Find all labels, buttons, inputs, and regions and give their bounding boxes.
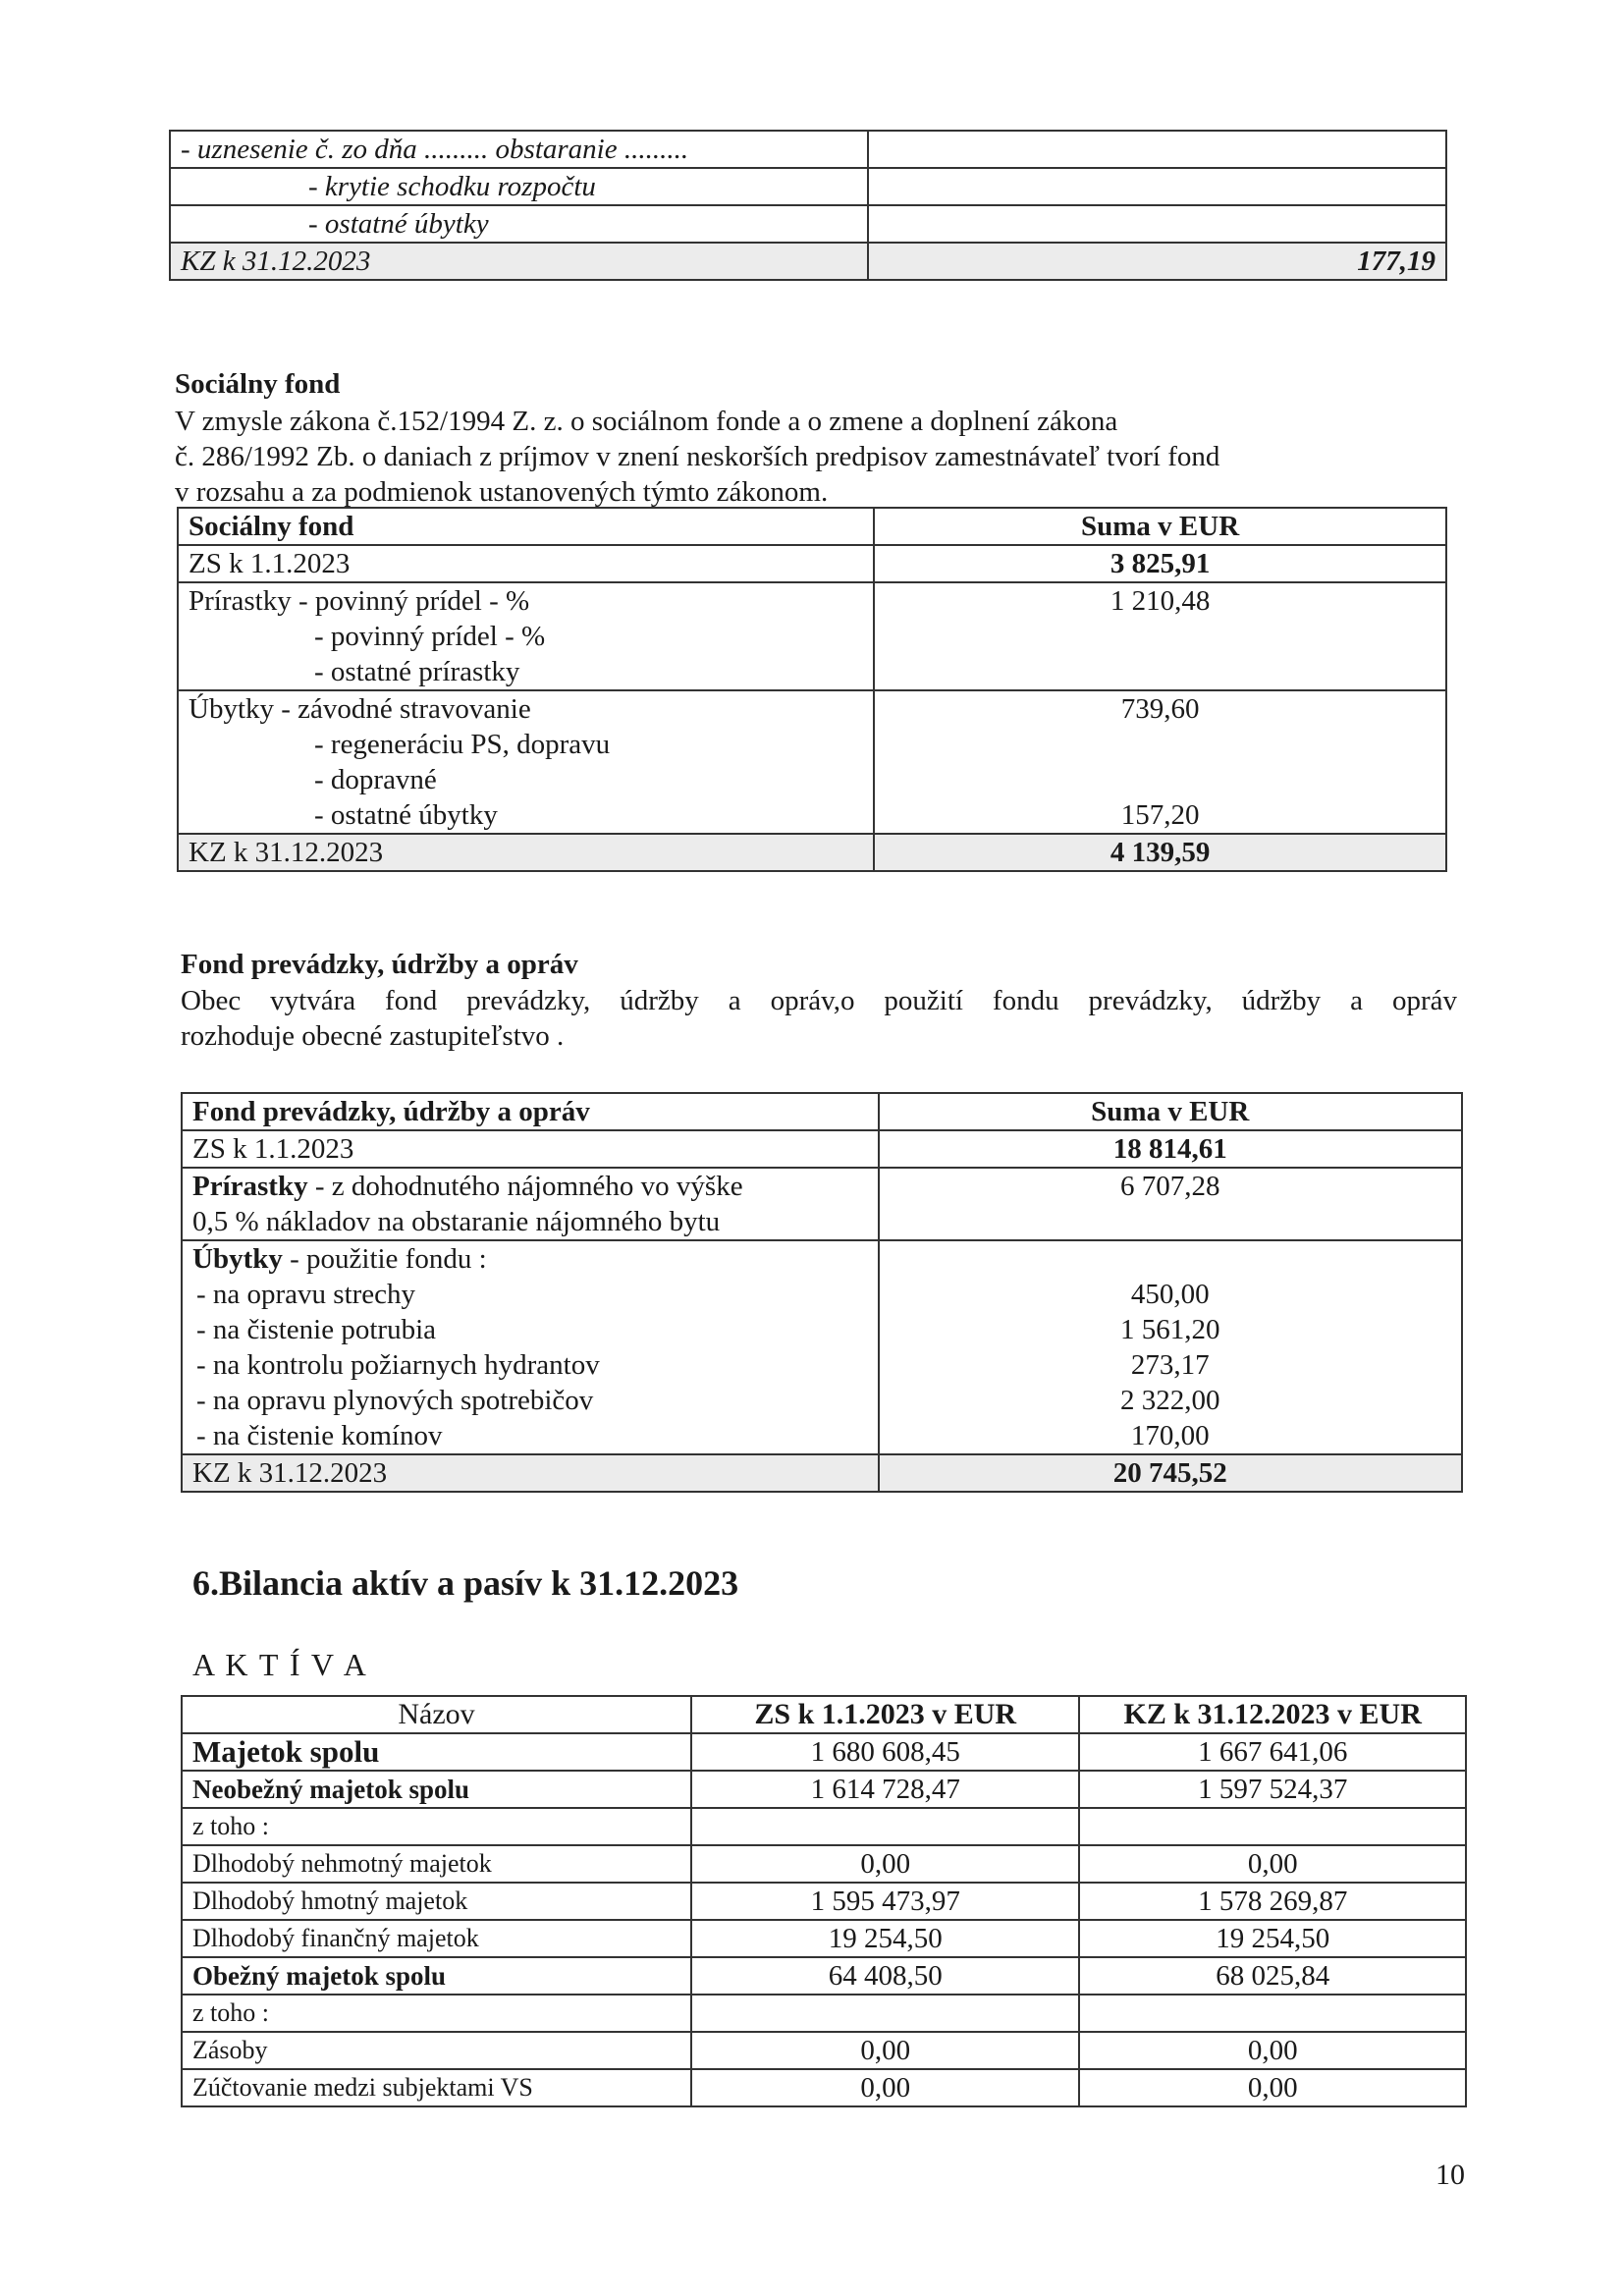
table-row [178, 690, 1446, 727]
paragraph-line: Obec vytvára fond prevádzky, údržby a opráv,o použití fondu prevádzky, údržby a opráv [181, 985, 1457, 1016]
row-kz: 0,00 [1079, 1845, 1466, 1883]
table-row [182, 1771, 1466, 1808]
row-kz: 0,00 [1079, 2032, 1466, 2069]
table-row [170, 168, 1446, 205]
row-zs: 1 680 608,45 [691, 1733, 1079, 1771]
row-value [874, 727, 1446, 762]
table-header [178, 508, 1446, 545]
row-label: - ostatné úbytky [178, 797, 874, 834]
table-header [182, 1093, 1462, 1130]
row-name: Zúčtovanie medzi subjektami VS [182, 2069, 691, 2106]
deductions-lead: Úbytky [192, 1243, 283, 1275]
table-row [178, 654, 1446, 690]
table-row [182, 1130, 1462, 1168]
deduction-item-label: - na čistenie potrubia [196, 1314, 436, 1345]
row-kz [1079, 1808, 1466, 1845]
row-label: Prírastky - povinný prídel - % [178, 582, 874, 619]
table-row [182, 1845, 1466, 1883]
header-value: Suma v EUR [879, 1093, 1462, 1130]
row-zs: 1 595 473,97 [691, 1883, 1079, 1920]
additions-text-2: 0,5 % nákladov na obstaranie nájomného bytu [192, 1206, 721, 1237]
deductions-cell [182, 1240, 879, 1454]
row-zs: 1 614 728,47 [691, 1771, 1079, 1808]
section-title: 6.Bilancia aktív a pasív k 31.12.2023 [192, 1563, 739, 1603]
row-kz [1079, 1995, 1466, 2032]
row-label: - krytie schodku rozpočtu [170, 168, 868, 205]
row-kz: 1 667 641,06 [1079, 1733, 1466, 1771]
row-value: 18 814,61 [879, 1130, 1462, 1168]
additions-text: - z dohodnutého nájomného vo výške [307, 1171, 743, 1202]
row-value [868, 131, 1446, 168]
header-label: Fond prevádzky, údržby a opráv [182, 1093, 879, 1130]
col-header-name: Názov [182, 1696, 691, 1733]
row-label: KZ k 31.12.2023 [170, 243, 868, 280]
row-label: KZ k 31.12.2023 [182, 1454, 879, 1492]
row-name: Obežný majetok spolu [182, 1957, 691, 1995]
row-name: Dlhodobý nehmotný majetok [182, 1845, 691, 1883]
deduction-item-value: 2 322,00 [1120, 1385, 1220, 1416]
table-row [178, 762, 1446, 797]
row-kz: 68 025,84 [1079, 1957, 1466, 1995]
row-value: 157,20 [874, 797, 1446, 834]
additions-cell [182, 1168, 879, 1240]
row-name: z toho : [182, 1995, 691, 2032]
row-name: Zásoby [182, 2032, 691, 2069]
row-zs: 0,00 [691, 2069, 1079, 2106]
table-row [178, 619, 1446, 654]
row-name: Neobežný majetok spolu [182, 1771, 691, 1808]
table-row [182, 1240, 1462, 1454]
deduction-item-label: - na opravu plynových spotrebičov [196, 1385, 594, 1416]
row-name: Dlhodobý hmotný majetok [182, 1883, 691, 1920]
table-row [182, 1733, 1466, 1771]
section-heading: Sociálny fond [175, 368, 341, 400]
row-label: - uznesenie č. zo dňa ......... obstaranie ......... [170, 131, 868, 168]
section-heading: Fond prevádzky, údržby a opráv [181, 949, 578, 980]
table-row [170, 131, 1446, 168]
table-row [182, 2032, 1466, 2069]
paragraph-line: č. 286/1992 Zb. o daniach z príjmov v znení neskorších predpisov zamestnávateľ tvorí fond [175, 441, 1220, 472]
table-row [182, 1883, 1466, 1920]
row-label: - ostatné prírastky [178, 654, 874, 690]
row-label: Úbytky - závodné stravovanie [178, 690, 874, 727]
row-value: 739,60 [874, 690, 1446, 727]
deduction-item-label: - na čistenie komínov [196, 1420, 443, 1451]
table-row [182, 1920, 1466, 1957]
row-kz: 0,00 [1079, 2069, 1466, 2106]
col-header-zs: ZS k 1.1.2023 v EUR [691, 1696, 1079, 1733]
row-label: ZS k 1.1.2023 [182, 1130, 879, 1168]
row-label: - povinný prídel - % [178, 619, 874, 654]
row-value [874, 762, 1446, 797]
col-header-kz: KZ k 31.12.2023 v EUR [1079, 1696, 1466, 1733]
row-zs [691, 1995, 1079, 2032]
paragraph-line: rozhoduje obecné zastupiteľstvo . [181, 1020, 565, 1052]
row-name: Majetok spolu [182, 1733, 691, 1771]
row-zs: 64 408,50 [691, 1957, 1079, 1995]
table-row [178, 582, 1446, 619]
row-name: Dlhodobý finančný majetok [182, 1920, 691, 1957]
row-label: KZ k 31.12.2023 [178, 834, 874, 871]
page-number: 10 [1435, 2159, 1465, 2191]
deduction-item-label: - na opravu strechy [196, 1279, 416, 1310]
table-row [182, 2069, 1466, 2106]
row-value: 4 139,59 [874, 834, 1446, 871]
section-subtitle: A K T Í V A [192, 1647, 368, 1682]
top-table [169, 130, 1447, 281]
row-kz: 1 578 269,87 [1079, 1883, 1466, 1920]
row-value: 6 707,28 [879, 1168, 1462, 1240]
deduction-item-value: 273,17 [1130, 1349, 1210, 1381]
row-value: 1 210,48 [874, 582, 1446, 619]
operating-fund-table [181, 1092, 1463, 1493]
paragraph-line: v rozsahu a za podmienok ustanovených týmto zákonom. [175, 476, 829, 508]
row-label: - regeneráciu PS, dopravu [178, 727, 874, 762]
table-row [182, 1808, 1466, 1845]
row-value [874, 619, 1446, 654]
row-kz: 19 254,50 [1079, 1920, 1466, 1957]
assets-table [181, 1695, 1467, 2107]
deduction-item-value: 1 561,20 [1120, 1314, 1220, 1345]
deduction-item-value: 450,00 [1130, 1279, 1210, 1310]
row-name: z toho : [182, 1808, 691, 1845]
paragraph-line: V zmysle zákona č.152/1994 Z. z. o sociálnom fonde a o zmene a doplnení zákona [175, 406, 1118, 437]
row-value: 20 745,52 [879, 1454, 1462, 1492]
header-label: Sociálny fond [178, 508, 874, 545]
row-label: - ostatné úbytky [170, 205, 868, 243]
deduction-item-value: 170,00 [1130, 1420, 1210, 1451]
table-row [182, 1995, 1466, 2032]
social-fund-table [177, 507, 1447, 872]
table-row [178, 545, 1446, 582]
table-row [178, 797, 1446, 834]
row-value: 177,19 [868, 243, 1446, 280]
table-row [170, 205, 1446, 243]
row-label: ZS k 1.1.2023 [178, 545, 874, 582]
table-row [182, 1168, 1462, 1240]
deductions-values [879, 1240, 1462, 1454]
row-zs: 19 254,50 [691, 1920, 1079, 1957]
table-row [170, 243, 1446, 280]
table-row [178, 834, 1446, 871]
row-value: 3 825,91 [874, 545, 1446, 582]
table-row [182, 1957, 1466, 1995]
row-zs: 0,00 [691, 1845, 1079, 1883]
deductions-text: - použitie fondu : [282, 1243, 487, 1275]
row-label: - dopravné [178, 762, 874, 797]
table-row [178, 727, 1446, 762]
row-zs: 0,00 [691, 2032, 1079, 2069]
deduction-item-label: - na kontrolu požiarnych hydrantov [196, 1349, 600, 1381]
table-header [182, 1696, 1466, 1733]
row-zs [691, 1808, 1079, 1845]
row-value [874, 654, 1446, 690]
additions-lead: Prírastky [192, 1171, 308, 1202]
row-value [868, 205, 1446, 243]
row-value [868, 168, 1446, 205]
header-value: Suma v EUR [874, 508, 1446, 545]
row-kz: 1 597 524,37 [1079, 1771, 1466, 1808]
table-row [182, 1454, 1462, 1492]
